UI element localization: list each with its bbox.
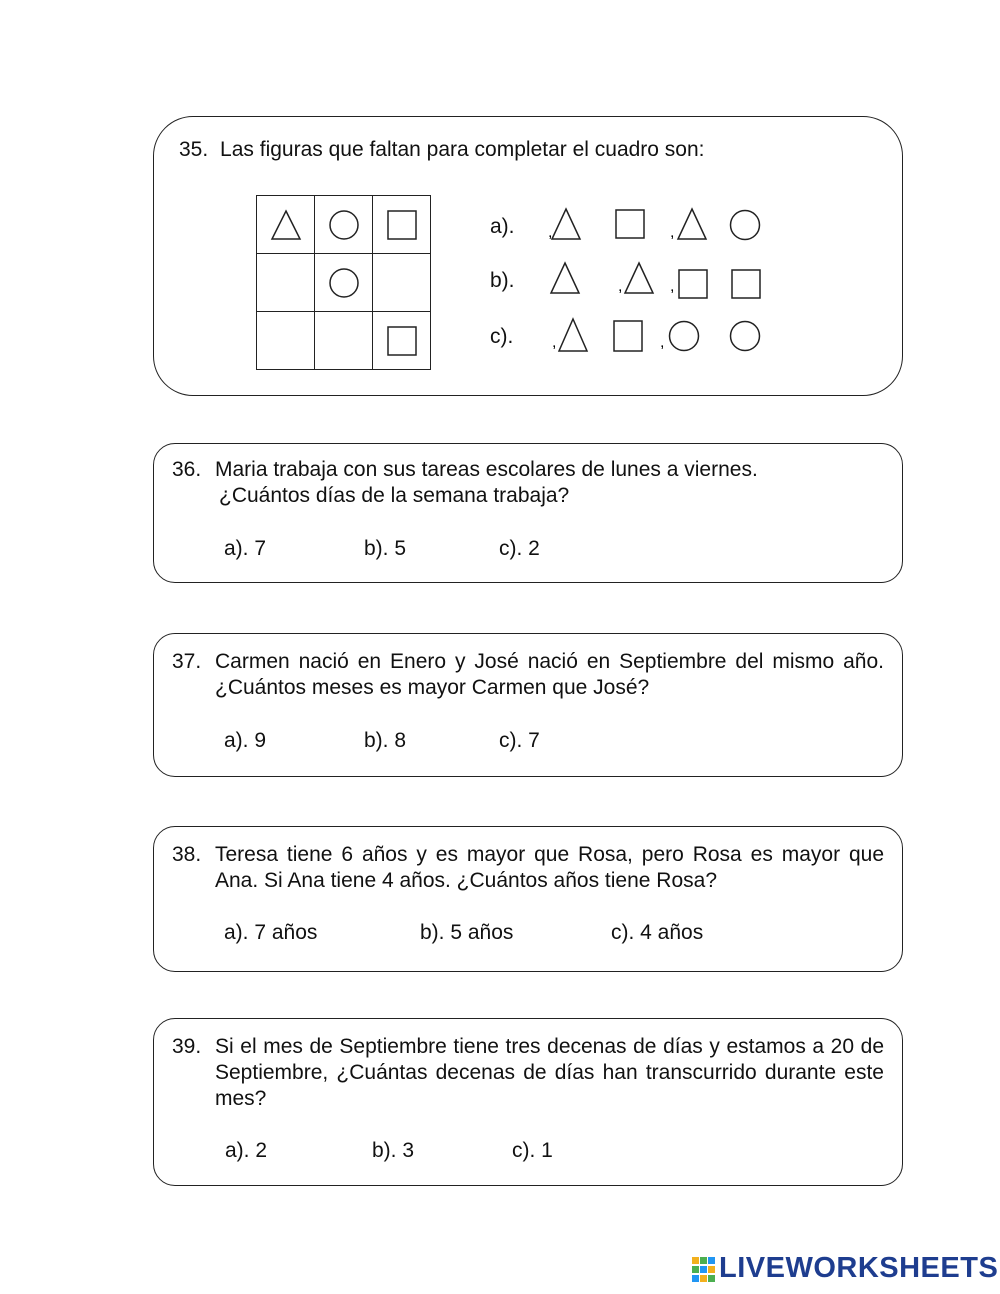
question-36-text: [172, 457, 884, 509]
grid-cell-empty[interactable]: [315, 312, 373, 370]
svg-text:,: ,: [660, 334, 665, 351]
square-icon: [670, 261, 710, 297]
question-39-text: [172, 1034, 884, 1112]
grid-cell-empty[interactable]: [257, 312, 315, 370]
logo-icon: [692, 1257, 716, 1283]
option-a[interactable]: a). 2: [225, 1139, 268, 1162]
grid-cell-empty[interactable]: [373, 254, 431, 312]
triangle-icon: [548, 207, 582, 243]
question-39-box: [153, 1018, 903, 1186]
option-b[interactable]: b). 5: [364, 537, 407, 560]
option-b[interactable]: b). 3: [372, 1139, 415, 1162]
grid-cell: [373, 196, 431, 254]
option-label: c).: [490, 325, 514, 348]
question-number: 38.: [172, 843, 202, 866]
circle-icon: [660, 317, 700, 353]
question-number: 36.: [172, 458, 202, 481]
svg-text:,: ,: [670, 278, 675, 295]
question-38-box: [153, 826, 903, 972]
question-line-2: ¿Cuántos días de la semana trabaja?: [219, 484, 570, 507]
square-icon: [614, 207, 648, 243]
option-c[interactable]: c). 2: [499, 537, 540, 560]
option-b[interactable]: b). 5 años: [420, 921, 514, 944]
triangle-icon: [548, 261, 582, 297]
square-icon: [730, 261, 764, 297]
square-icon: [373, 325, 430, 357]
option-c[interactable]: c). 7: [499, 729, 540, 752]
option-label: a).: [490, 215, 515, 238]
grid-cell: [315, 196, 373, 254]
option-c[interactable]: c). 1: [512, 1139, 553, 1162]
question-prompt: Las figuras que faltan para completar el cuadro son:: [220, 138, 705, 161]
grid-cell: [315, 254, 373, 312]
option-a[interactable]: a). 7 años: [224, 921, 318, 944]
question-number: 35.: [179, 138, 209, 161]
question-number: 37.: [172, 650, 202, 673]
question-37-text: [172, 649, 884, 701]
grid-cell: [373, 312, 431, 370]
question-35-text: [179, 137, 884, 163]
question-38-text: [172, 842, 884, 894]
svg-text:,: ,: [552, 334, 557, 351]
question-prompt: Teresa tiene 6 años y es mayor que Rosa, pero Rosa es mayor que Ana. Si Ana tiene 4 años. ¿Cuántos años tiene Rosa?: [215, 843, 884, 892]
question-prompt: [172, 457, 884, 509]
circle-icon: [728, 207, 762, 243]
square-icon: [373, 209, 430, 241]
option-c[interactable]: c). 4 años: [611, 921, 704, 944]
svg-text:,: ,: [548, 224, 553, 241]
question-line-1: Maria trabaja con sus tareas escolares de lunes a viernes.: [215, 458, 758, 481]
circle-icon: [315, 267, 372, 299]
circle-icon: [315, 209, 372, 241]
question-prompt: Si el mes de Septiembre tiene tres decenas de días y estamos a 20 de Septiembre, ¿Cuántas decenas de días han transcurrido durante este mes?: [215, 1035, 884, 1110]
grid-cell: [257, 196, 315, 254]
option-a[interactable]: a). 7: [224, 537, 267, 560]
circle-icon: [728, 317, 762, 353]
question-37-box: [153, 633, 903, 777]
triangle-icon: [552, 317, 592, 353]
triangle-icon: [670, 207, 708, 243]
square-icon: [612, 317, 646, 353]
grid-cell-empty[interactable]: [257, 254, 315, 312]
triangle-icon: [257, 209, 314, 241]
question-number: 39.: [172, 1035, 202, 1058]
question-prompt: Carmen nació en Enero y José nació en Septiembre del mismo año. ¿Cuántos meses es mayor Carmen que José?: [215, 650, 884, 699]
triangle-icon: [618, 261, 658, 297]
question-36-box: [153, 443, 903, 583]
svg-text:,: ,: [670, 224, 675, 241]
option-b[interactable]: b). 8: [364, 729, 407, 752]
option-label: b).: [490, 269, 515, 292]
svg-text:,: ,: [618, 278, 623, 295]
logo-text: LIVEWORKSHEETS: [719, 1252, 999, 1284]
option-a[interactable]: a). 9: [224, 729, 267, 752]
figure-grid: [256, 195, 431, 370]
